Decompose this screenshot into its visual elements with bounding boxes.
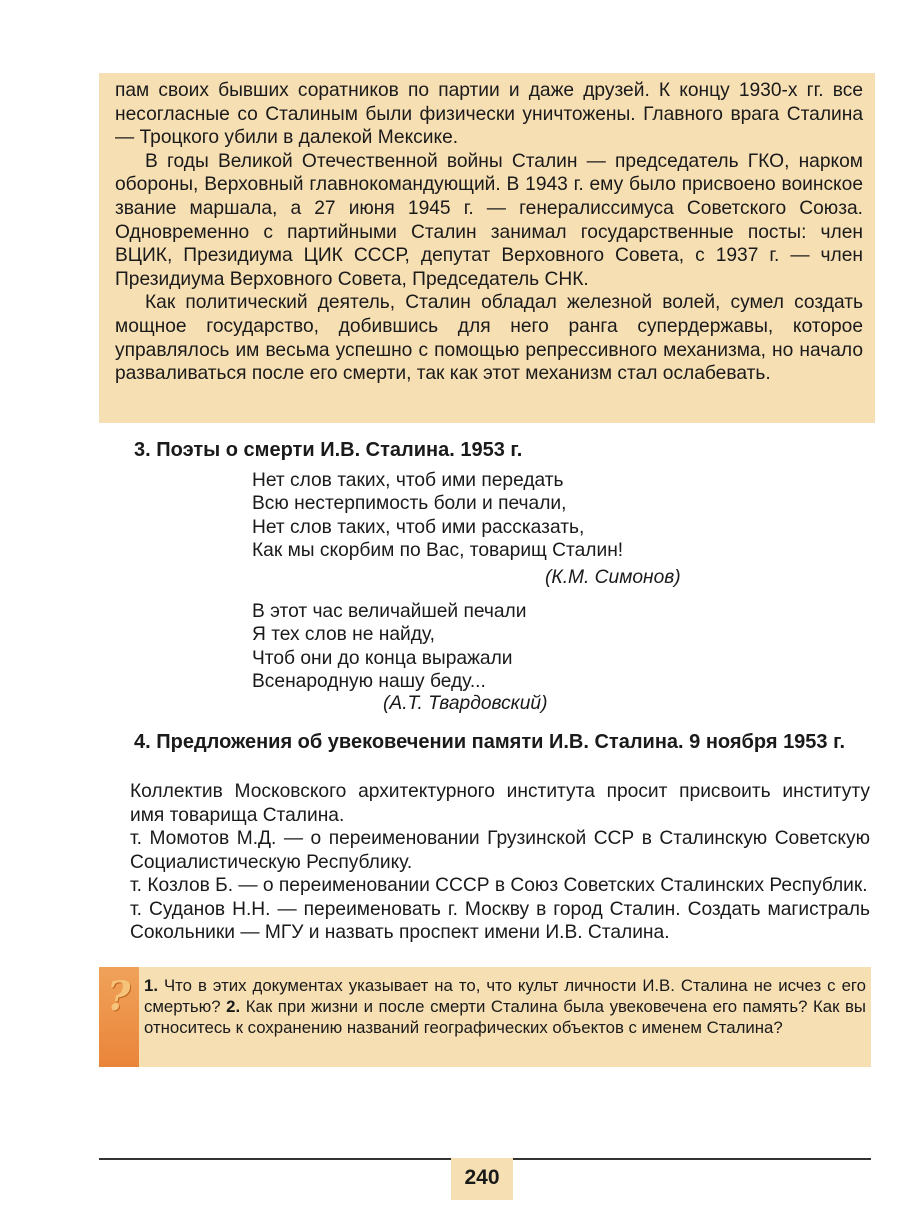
- questions-text: [144, 975, 866, 1038]
- section-4-title: 4. Предложения об увековечении памяти И.В. Сталина. 9 ноября 1953 г.: [134, 731, 845, 753]
- proposal-paragraph: т. Суданов Н.Н. — переименовать г. Москву в город Сталин. Создать магистраль Сокольники — МГУ и назвать проспект имени И.В. Сталина.: [130, 898, 870, 943]
- poem-line: В этот час величайшей печали: [252, 601, 527, 622]
- question-2-number: 2.: [226, 997, 241, 1016]
- biography-box: [99, 73, 875, 423]
- question-2-text: Как при жизни и после смерти Сталина была увековечена его память? Как вы относитесь к сохранению названий географических объектов с именем Сталина?: [144, 997, 866, 1037]
- proposal-paragraph: Коллектив Московского архитектурного института просит присвоить институту имя товарища Сталина.: [130, 781, 870, 826]
- poem-line: Нет слов таких, чтоб ими передать: [252, 470, 564, 491]
- poem-author-tvardovsky: (А.Т. Твардовский): [383, 693, 548, 714]
- proposal-paragraph: т. Момотов М.Д. — о переименовании Грузинской ССР в Сталинскую Советскую Социалистическую Республику.: [130, 828, 870, 873]
- poem-line: Чтоб они до конца выражали: [252, 647, 513, 669]
- questions-stripe: [99, 967, 139, 1067]
- questions-box: [99, 967, 871, 1067]
- proposal-paragraph: т. Козлов Б. — о переименовании СССР в Союз Советских Сталинских Республик.: [130, 875, 868, 896]
- page-number: 240: [451, 1158, 513, 1200]
- question-1-number: 1.: [144, 976, 158, 995]
- proposals-text: [130, 780, 870, 945]
- biography-paragraph: Как политический деятель, Сталин обладал железной волей, сумел создать мощное государство, добившись для него ранга супердержавы, которое управлялось им весьма успешно с помощью репрессивного механизма, но начало разваливаться после его смерти, так как этот механизм стал ослабевать.: [115, 292, 863, 385]
- biography-paragraph: В годы Великой Отечественной войны Сталин — председатель ГКО, нарком обороны, Верховный главнокомандующий. В 1943 г. ему было присвоено воинское звание маршала, а 27 июня 1945 г. — генералиссимуса Советского Союза. Одновременно с партийными Сталин занимал государственные посты: член ВЦИК, Президиума ЦИК СССР, депутат Верховного Совета, с 1937 г. — член Президиума Верховного Совета, Председатель СНК.: [115, 150, 863, 290]
- section-3-title: 3. Поэты о смерти И.В. Сталина. 1953 г.: [134, 439, 523, 461]
- poem-line: Как мы скорбим по Вас, товарищ Сталин!: [252, 540, 624, 562]
- question-1-text: Что в этих документах указывает на то, что культ личности И.В. Сталина не исчез с его смертью?: [144, 976, 866, 1016]
- poem-simonov: [252, 469, 623, 563]
- biography-paragraph: пам своих бывших соратников по партии и даже друзей. К концу 1930-х гг. все несогласные со Сталиным были физически уничтожены. Главного врага Сталина — Троцкого убили в далекой Мексике.: [115, 80, 863, 149]
- poem-line: Всенародную нашу беду...: [252, 671, 486, 693]
- poem-line: Всю нестерпимость боли и печали,: [252, 493, 567, 515]
- question-mark-icon: ?: [107, 973, 131, 1020]
- poem-line: Нет слов таких, чтоб ими рассказать,: [252, 516, 585, 538]
- poem-line: Я тех слов не найду,: [252, 624, 435, 646]
- poem-author-simonov: (К.М. Симонов): [545, 567, 681, 588]
- poem-tvardovsky: [252, 600, 526, 694]
